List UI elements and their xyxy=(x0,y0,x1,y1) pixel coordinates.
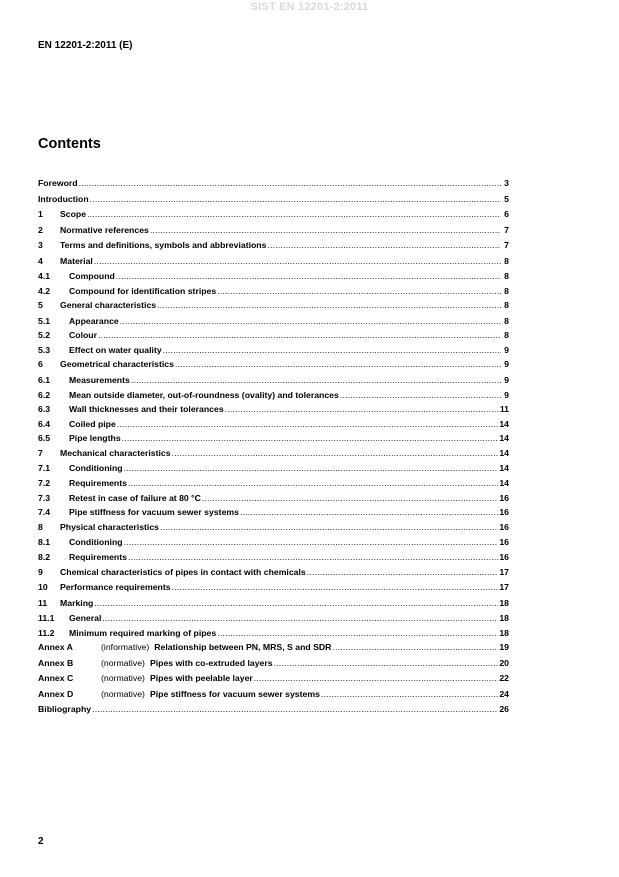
toc-entry-page: 14 xyxy=(499,478,509,489)
toc-entry-number: Annex D xyxy=(38,688,74,699)
toc-entry[interactable] xyxy=(38,565,509,581)
dot-leader xyxy=(120,314,501,329)
dot-leader xyxy=(163,343,501,358)
toc-entry[interactable] xyxy=(38,520,509,536)
toc-entry-number: 8.2 xyxy=(38,551,51,562)
dot-leader xyxy=(160,520,498,536)
toc-entry-title: Wall thicknesses and their tolerances xyxy=(69,404,224,415)
toc-entry-title: Normative references xyxy=(60,224,149,235)
toc-entry-title: Conditioning xyxy=(69,537,123,548)
toc-entry[interactable] xyxy=(38,431,509,446)
toc-entry-page: 8 xyxy=(504,255,509,266)
toc-entry-number: 11.1 xyxy=(38,613,55,623)
toc-entry-title: Bibliography xyxy=(38,704,92,715)
toc-entry-number: 8 xyxy=(38,521,43,532)
toc-entry-number: 5.3 xyxy=(38,344,51,355)
dot-leader xyxy=(254,671,499,687)
toc-entry-title: Effect on water quality xyxy=(69,344,162,355)
toc-entry-page: 17 xyxy=(499,566,509,577)
toc-entry-page: 20 xyxy=(499,657,509,668)
toc-entry-page: 8 xyxy=(504,271,509,281)
dot-leader xyxy=(116,269,501,284)
toc-entry-title: Scope xyxy=(60,209,87,219)
toc-entry-title: Coiled pipe xyxy=(69,418,116,429)
dot-leader xyxy=(150,223,501,239)
toc-entry-number: 4.2 xyxy=(38,285,51,296)
toc-entry-title: Conditioning xyxy=(69,463,123,474)
toc-entry-page: 3 xyxy=(504,178,509,188)
contents-heading: Contents xyxy=(38,136,101,152)
toc-entry-title: Minimum required marking of pipes xyxy=(69,627,217,638)
toc-entry-page: 9 xyxy=(504,374,509,385)
toc-entry[interactable] xyxy=(38,238,509,254)
toc-entry-number: 4 xyxy=(38,255,43,266)
toc-entry-number: 8.1 xyxy=(38,537,51,548)
toc-entry[interactable] xyxy=(38,284,509,299)
dot-leader xyxy=(124,461,499,476)
toc-entry[interactable] xyxy=(38,491,509,506)
toc-entry-page: 18 xyxy=(499,627,509,638)
toc-entry-number: 6.5 xyxy=(38,433,51,444)
toc-entry-title: Compound xyxy=(69,271,115,281)
dot-leader xyxy=(92,702,498,718)
dot-leader xyxy=(267,238,501,254)
toc-entry[interactable] xyxy=(38,269,509,284)
dot-leader xyxy=(122,431,499,446)
toc-entry-annex-kind: (informative) xyxy=(101,642,150,653)
dot-leader xyxy=(128,550,498,565)
toc-entry[interactable] xyxy=(38,343,509,358)
dot-leader xyxy=(128,476,498,491)
toc-entry-page: 5 xyxy=(504,193,509,204)
toc-entry-page: 9 xyxy=(504,359,509,370)
toc-entry-title: General characteristics xyxy=(60,300,157,311)
toc-entry-title: Mechanical characteristics xyxy=(60,447,171,458)
toc-entry-number: 9 xyxy=(38,566,43,577)
toc-entry[interactable] xyxy=(38,176,509,192)
dot-leader xyxy=(172,446,499,462)
toc-entry-page: 8 xyxy=(504,330,509,341)
toc-entry-page: 14 xyxy=(499,418,509,429)
toc-entry[interactable] xyxy=(38,687,509,703)
toc-entry-number: 6.4 xyxy=(38,418,51,429)
toc-entry[interactable] xyxy=(38,314,509,329)
toc-entry[interactable] xyxy=(38,535,509,550)
document-identifier: EN 12201-2:2011 (E) xyxy=(38,40,133,51)
toc-entry-page: 16 xyxy=(499,537,509,548)
toc-entry-page: 11 xyxy=(499,404,509,415)
toc-entry-title: Chemical characteristics of pipes in contact with chemicals xyxy=(60,566,306,577)
dot-leader xyxy=(307,565,499,581)
toc-entry-title: Colour xyxy=(69,330,97,341)
toc-entry[interactable] xyxy=(38,207,509,223)
toc-entry-number: Annex A xyxy=(38,642,73,653)
toc-entry-number: 5.1 xyxy=(38,315,51,326)
toc-entry-number: 6.2 xyxy=(38,389,51,400)
toc-entry-page: 22 xyxy=(499,673,509,684)
toc-entry-number: 7.3 xyxy=(38,492,51,503)
toc-entry-title: Foreword xyxy=(38,178,78,188)
toc-entry-number: 11.2 xyxy=(38,627,55,638)
toc-entry[interactable] xyxy=(38,446,509,462)
toc-entry-page: 18 xyxy=(499,597,509,608)
toc-entry-title: Pipes with co-extruded layers xyxy=(149,657,273,668)
toc-entry[interactable] xyxy=(38,223,509,239)
toc-entry-number: 7.4 xyxy=(38,507,51,518)
toc-entry-page: 18 xyxy=(499,613,509,623)
toc-entry-page: 16 xyxy=(499,521,509,532)
table-of-contents xyxy=(38,176,509,718)
toc-entry[interactable] xyxy=(38,656,509,672)
toc-entry-page: 7 xyxy=(504,240,509,250)
toc-entry-number: 7 xyxy=(38,447,43,458)
toc-entry[interactable] xyxy=(38,357,509,373)
toc-entry-page: 9 xyxy=(504,344,509,355)
toc-entry-number: 10 xyxy=(38,582,48,592)
toc-entry-page: 26 xyxy=(499,704,509,715)
toc-entry-page: 6 xyxy=(504,209,509,219)
dot-leader xyxy=(87,207,501,223)
toc-entry-title: Introduction xyxy=(38,193,89,204)
toc-entry-page: 8 xyxy=(504,300,509,311)
toc-entry-title: Performance requirements xyxy=(60,582,171,592)
toc-entry-number: 6 xyxy=(38,359,43,370)
toc-entry-number: 4.1 xyxy=(38,271,51,281)
dot-leader xyxy=(90,192,501,208)
dot-leader xyxy=(202,491,498,506)
toc-entry-number: 7.1 xyxy=(38,463,51,474)
toc-entry-page: 16 xyxy=(499,492,509,503)
toc-entry-title: General xyxy=(69,613,102,623)
dot-leader xyxy=(321,687,498,703)
toc-entry[interactable] xyxy=(38,298,509,314)
toc-entry-page: 14 xyxy=(499,447,509,458)
toc-entry-number: 1 xyxy=(38,209,43,219)
toc-entry[interactable] xyxy=(38,417,509,432)
toc-entry[interactable] xyxy=(38,388,509,403)
toc-entry-title: Pipe stiffness for vacuum sewer systems xyxy=(69,507,239,518)
toc-entry[interactable] xyxy=(38,671,509,687)
toc-entry-number: 11 xyxy=(38,597,48,608)
toc-entry[interactable] xyxy=(38,505,509,520)
toc-entry[interactable] xyxy=(38,611,509,626)
toc-entry[interactable] xyxy=(38,461,509,476)
dot-leader xyxy=(172,580,499,596)
toc-entry-number: Annex C xyxy=(38,673,74,684)
toc-entry[interactable] xyxy=(38,626,509,641)
toc-entry-number: 3 xyxy=(38,240,43,250)
dot-leader xyxy=(217,284,501,299)
dot-leader xyxy=(340,388,501,403)
toc-entry[interactable] xyxy=(38,702,509,718)
toc-entry-title: Marking xyxy=(60,597,94,608)
toc-entry-page: 24 xyxy=(499,688,509,699)
toc-entry-title: Terms and definitions, symbols and abbreviations xyxy=(60,240,267,250)
toc-entry-page: 8 xyxy=(504,315,509,326)
toc-entry-number: 5 xyxy=(38,300,43,311)
dot-leader xyxy=(98,328,501,343)
toc-entry[interactable] xyxy=(38,328,509,343)
toc-entry-page: 16 xyxy=(499,551,509,562)
dot-leader xyxy=(157,298,501,314)
toc-entry-annex-kind: (normative) xyxy=(101,673,145,684)
dot-leader xyxy=(131,373,501,388)
toc-entry-page: 14 xyxy=(499,463,509,474)
toc-entry-title: Requirements xyxy=(69,551,127,562)
toc-entry-title: Appearance xyxy=(69,315,119,326)
toc-entry-title: Measurements xyxy=(69,374,130,385)
toc-entry[interactable] xyxy=(38,373,509,388)
toc-entry-page: 16 xyxy=(499,507,509,518)
toc-entry-number: 6.1 xyxy=(38,374,51,385)
toc-entry[interactable] xyxy=(38,476,509,491)
toc-entry[interactable] xyxy=(38,580,509,596)
toc-entry-title: Mean outside diameter, out-of-roundness (ovality) and tolerances xyxy=(69,389,339,400)
toc-entry[interactable] xyxy=(38,596,509,612)
toc-entry-number: Annex B xyxy=(38,657,74,668)
dot-leader xyxy=(175,357,501,373)
toc-entry-page: 8 xyxy=(504,285,509,296)
toc-entry-page: 14 xyxy=(499,433,509,444)
toc-entry-title: Physical characteristics xyxy=(60,521,160,532)
toc-entry-title: Pipe stiffness for vacuum sewer systems xyxy=(149,688,320,699)
toc-entry-annex-kind: (normative) xyxy=(101,657,145,668)
toc-entry-number: 5.2 xyxy=(38,330,51,341)
toc-entry-title: Compound for identification stripes xyxy=(69,285,217,296)
toc-entry[interactable] xyxy=(38,640,509,656)
toc-entry-page: 9 xyxy=(504,389,509,400)
toc-entry-number: 2 xyxy=(38,224,43,235)
toc-entry[interactable] xyxy=(38,550,509,565)
toc-entry-number: 6.3 xyxy=(38,404,51,415)
page-number: 2 xyxy=(38,836,44,847)
dot-leader xyxy=(225,402,499,417)
dot-leader xyxy=(217,626,498,641)
toc-entry-title: Retest in case of failure at 80 °C xyxy=(69,492,201,503)
dot-leader xyxy=(124,535,499,550)
toc-entry[interactable] xyxy=(38,402,509,417)
dot-leader xyxy=(102,611,498,626)
dot-leader xyxy=(94,596,498,612)
toc-entry-page: 17 xyxy=(499,582,509,592)
dot-leader xyxy=(274,656,499,672)
dot-leader xyxy=(94,254,501,270)
dot-leader xyxy=(240,505,498,520)
toc-entry-number: 7.2 xyxy=(38,478,51,489)
toc-entry[interactable] xyxy=(38,192,509,208)
toc-entry-title: Requirements xyxy=(69,478,127,489)
watermark: SIST EN 12201-2:2011 xyxy=(250,1,369,13)
toc-entry-title: Relationship between PN, MRS, S and SDR xyxy=(154,642,332,653)
toc-entry-page: 7 xyxy=(504,224,509,235)
toc-entry-title: Material xyxy=(60,255,93,266)
toc-entry-title: Pipe lengths xyxy=(69,433,121,444)
toc-entry-annex-kind: (normative) xyxy=(101,688,145,699)
dot-leader xyxy=(332,640,498,656)
toc-entry-page: 19 xyxy=(499,642,509,653)
dot-leader xyxy=(117,417,499,432)
dot-leader xyxy=(79,176,501,192)
toc-entry-title: Pipes with peelable layer xyxy=(149,673,253,684)
toc-entry-title: Geometrical characteristics xyxy=(60,359,174,370)
toc-entry[interactable] xyxy=(38,254,509,270)
